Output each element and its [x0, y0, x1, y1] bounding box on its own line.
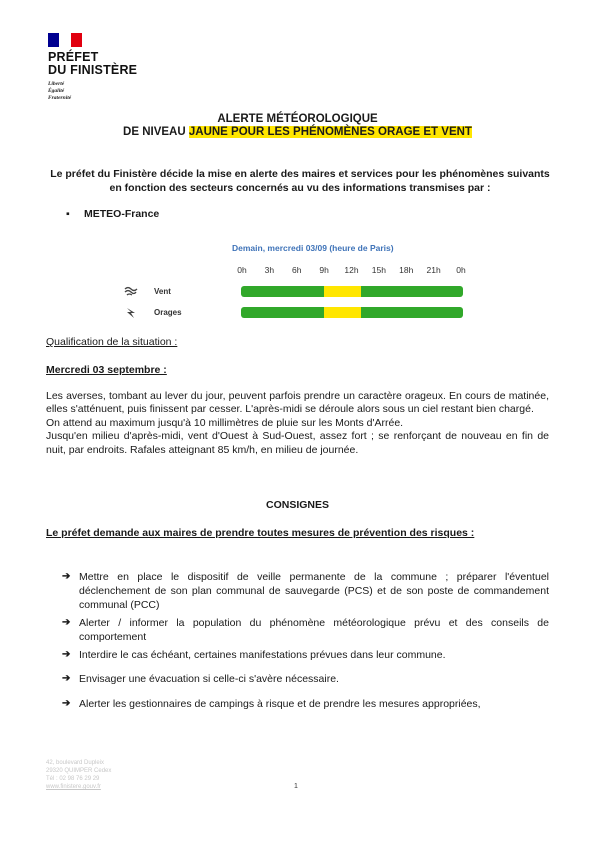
- situation-paragraph-1: Les averses, tombant au lever du jour, peuvent parfois prendre un caractère orageux. En cours de matinée, elles s'atténuent, puis finissent par cesser. L'après-midi se déroule alors sous un ciel restant bien chargé.: [46, 390, 549, 416]
- prefecture-name: [48, 51, 137, 77]
- french-flag-icon: [48, 33, 82, 47]
- prefecture-name-line2: DU FINISTÈRE: [48, 63, 138, 77]
- consigne-text: Alerter / informer la population du phénomène météorologique prévu et des conseils de comportement: [79, 617, 549, 643]
- consigne-item: [62, 697, 549, 711]
- wind-row-label: Vent: [154, 287, 171, 296]
- arrow-icon: ➔: [62, 571, 71, 582]
- consigne-text: Interdire le cas échéant, certaines manifestations prévues dans leur commune.: [79, 649, 446, 661]
- vigilance-segment-green: [241, 307, 324, 318]
- footer-address: [46, 759, 111, 791]
- wind-icon: [124, 285, 138, 297]
- hour-tick-label: 0h: [237, 265, 247, 275]
- consigne-text: Mettre en place le dispositif de veille permanente de la commune ; préparer l'éventuel déclenchement de son plan communal de sauvegarde (PCS) et de son poste de commandement communal (PCC): [79, 571, 549, 611]
- intro-paragraph: Le préfet du Finistère décide la mise en alerte des maires et services pour les phénomènes suivants en fonction des secteurs concernés au vu des informations transmises par :: [50, 168, 550, 194]
- vigilance-segment-yellow: [324, 307, 361, 318]
- day-heading: Mercredi 03 septembre :: [46, 364, 167, 376]
- hour-tick-label: 9h: [319, 265, 329, 275]
- arrow-icon: ➔: [62, 698, 71, 709]
- title-line1: ALERTE MÉTÉOROLOGIQUE: [217, 113, 378, 125]
- republic-motto: [48, 81, 137, 102]
- vigilance-segment-yellow: [324, 286, 361, 297]
- flag-red-stripe: [71, 33, 82, 47]
- title-line2-prefix: DE NIVEAU: [123, 126, 189, 138]
- bullet-icon: ▪: [66, 208, 70, 220]
- title-line2: [0, 126, 595, 139]
- hour-tick-label: 21h: [426, 265, 441, 275]
- storm-vigilance-bar: [241, 307, 463, 318]
- consigne-item: [62, 616, 549, 644]
- vigilance-segment-green: [361, 286, 463, 297]
- arrow-icon: ➔: [62, 617, 71, 628]
- hour-tick-label: 0h: [456, 265, 466, 275]
- footer-address-line2: 29320 QUIMPER Cedex: [46, 768, 112, 774]
- storm-row-label: Orages: [154, 308, 182, 317]
- footer-address-line1: 42, boulevard Dupleix: [46, 760, 105, 766]
- situation-text: [46, 390, 549, 457]
- flag-blue-stripe: [48, 33, 59, 47]
- page-number: 1: [294, 783, 298, 790]
- wind-vigilance-bar: [241, 286, 463, 297]
- source-item: [66, 208, 159, 220]
- title-yellow-highlight: JAUNE POUR LES PHÉNOMÈNES ORAGE ET VENT: [188, 126, 472, 138]
- motto-egalite: Égalité: [48, 88, 65, 94]
- hour-tick-label: 15h: [371, 265, 386, 275]
- consigne-item: [62, 648, 549, 662]
- arrow-icon: ➔: [62, 673, 71, 684]
- situation-paragraph-2: On attend au maximum jusqu'à 10 millimètres de pluie sur les Monts d'Arrée.: [46, 416, 404, 429]
- prefect-demand: Le préfet demande aux maires de prendre toutes mesures de prévention des risques :: [46, 527, 475, 539]
- prefecture-name-line1: PRÉFET: [48, 50, 99, 64]
- footer-phone: Tél : 02 98 76 29 29: [46, 776, 100, 782]
- consigne-text: Envisager une évacuation si celle-ci s'avère nécessaire.: [79, 673, 339, 685]
- consigne-item: [62, 570, 549, 612]
- motto-liberte: Liberté: [48, 81, 65, 87]
- consigne-text: Alerter les gestionnaires de campings à risque et de prendre les mesures appropriées,: [79, 698, 481, 710]
- source-label: METEO-France: [84, 208, 160, 220]
- consignes-heading: CONSIGNES: [265, 499, 329, 511]
- qualification-heading: Qualification de la situation :: [46, 336, 178, 348]
- prefecture-logo: [48, 33, 137, 102]
- motto-fraternite: Fraternité: [48, 95, 72, 101]
- hour-tick-label: 18h: [399, 265, 414, 275]
- arrow-icon: ➔: [62, 649, 71, 660]
- hour-tick-label: 6h: [292, 265, 302, 275]
- storm-icon: [124, 306, 138, 318]
- consigne-item: [62, 672, 549, 686]
- footer-website-link[interactable]: www.finistere.gouv.fr: [46, 784, 101, 790]
- vigilance-title: Demain, mercredi 03/09 (heure de Paris): [232, 243, 394, 253]
- document-title: [0, 113, 595, 139]
- hour-tick-label: 12h: [344, 265, 359, 275]
- situation-paragraph-3: Jusqu'en milieu d'après-midi, vent d'Ouest à Sud-Ouest, assez fort ; se renforçant de nouveau en fin de nuit, par endroits. Rafales atteignant 85 km/h, en milieu de journée.: [46, 430, 549, 456]
- hour-tick-label: 3h: [264, 265, 275, 275]
- vigilance-segment-green: [241, 286, 324, 297]
- vigilance-segment-green: [361, 307, 463, 318]
- flag-white-stripe: [59, 33, 70, 47]
